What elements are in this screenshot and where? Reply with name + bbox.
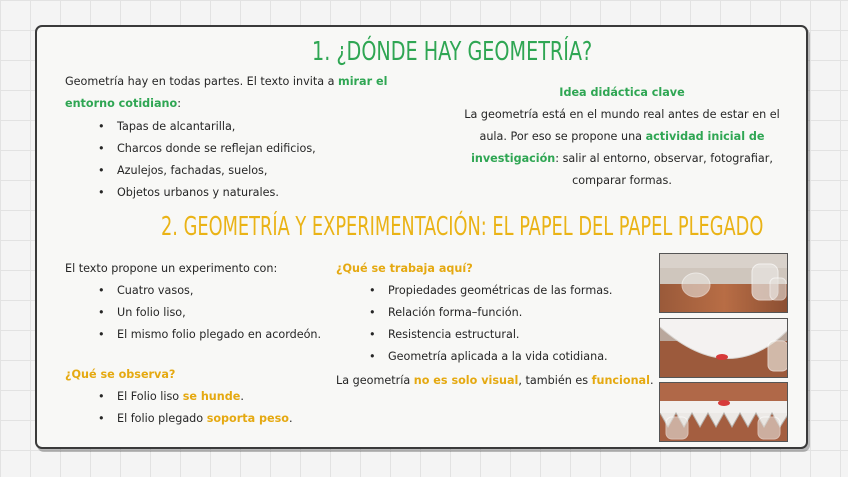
list-item: • Cuatro vasos, bbox=[117, 280, 193, 302]
key-idea-block bbox=[440, 82, 804, 192]
conclusion-text: . bbox=[649, 374, 654, 387]
key-idea-highlight: actividad inicial de bbox=[645, 130, 765, 143]
intro-text: Geometría hay en todas partes. El texto invita a bbox=[65, 75, 339, 88]
key-idea-heading: Idea didáctica clave bbox=[559, 86, 685, 99]
key-idea-text: : salir al entorno, observar, fotografiar, bbox=[555, 152, 773, 165]
glasses-on-wooden-table-photo bbox=[659, 253, 788, 313]
flat-paper-sagging-photo bbox=[659, 318, 788, 378]
key-idea-line: comparar formas. bbox=[572, 174, 672, 187]
list-item: • Un folio liso, bbox=[117, 302, 186, 324]
key-idea-line bbox=[440, 126, 804, 148]
conclusion-highlight: funcional bbox=[591, 374, 650, 387]
observe-text: El Folio liso bbox=[117, 390, 183, 403]
list-item: • El mismo folio plegado en acordeón. bbox=[117, 324, 321, 346]
key-idea-highlight: investigación bbox=[471, 152, 556, 165]
conclusion-highlight: no es solo visual bbox=[413, 374, 519, 387]
observe-heading: ¿Qué se observa? bbox=[65, 368, 176, 381]
intro-colon: : bbox=[177, 97, 181, 110]
list-item: • Relación forma–función. bbox=[388, 302, 522, 324]
list-item: • Charcos donde se reflejan edificios, bbox=[117, 138, 316, 160]
list-item: • Propiedades geométricas de las formas. bbox=[388, 280, 612, 302]
list-item: • Tapas de alcantarilla, bbox=[117, 116, 235, 138]
key-idea-line: La geometría está en el mundo real antes de estar en el bbox=[464, 108, 780, 121]
experiment-intro: El texto propone un experimento con: bbox=[65, 262, 278, 275]
list-item: • Azulejos, fachadas, suelos, bbox=[117, 160, 267, 182]
list-item bbox=[117, 386, 244, 408]
list-item: • Resistencia estructural. bbox=[388, 324, 520, 346]
section-1-title: 1. ¿DÓNDE HAY GEOMETRÍA? bbox=[312, 37, 593, 67]
folded-paper-supporting-photo bbox=[659, 382, 788, 442]
list-item: • Geometría aplicada a la vida cotidiana. bbox=[388, 346, 608, 368]
conclusion-text: , también es bbox=[518, 374, 592, 387]
intro-highlight-2: entorno cotidiano bbox=[65, 97, 178, 110]
section-2-title: 2. GEOMETRÍA Y EXPERIMENTACIÓN: EL PAPEL DEL PAPEL PLEGADO bbox=[161, 212, 764, 242]
work-heading: ¿Qué se trabaja aquí? bbox=[336, 262, 473, 275]
section-1-intro-line2 bbox=[65, 93, 181, 115]
observe-highlight: soporta peso bbox=[206, 412, 289, 425]
observe-text: El folio plegado bbox=[117, 412, 207, 425]
intro-highlight: mirar el bbox=[338, 75, 388, 88]
observe-highlight: se hunde bbox=[182, 390, 241, 403]
section-1-intro bbox=[65, 71, 387, 93]
list-item: • Objetos urbanos y naturales. bbox=[117, 182, 279, 204]
key-idea-text: aula. Por eso se propone una bbox=[479, 130, 646, 143]
list-item bbox=[117, 408, 293, 430]
key-idea-line bbox=[440, 148, 804, 170]
observe-text: . bbox=[240, 390, 244, 403]
observe-text: . bbox=[288, 412, 293, 425]
conclusion-text: La geometría bbox=[336, 374, 414, 387]
conclusion bbox=[336, 370, 654, 392]
